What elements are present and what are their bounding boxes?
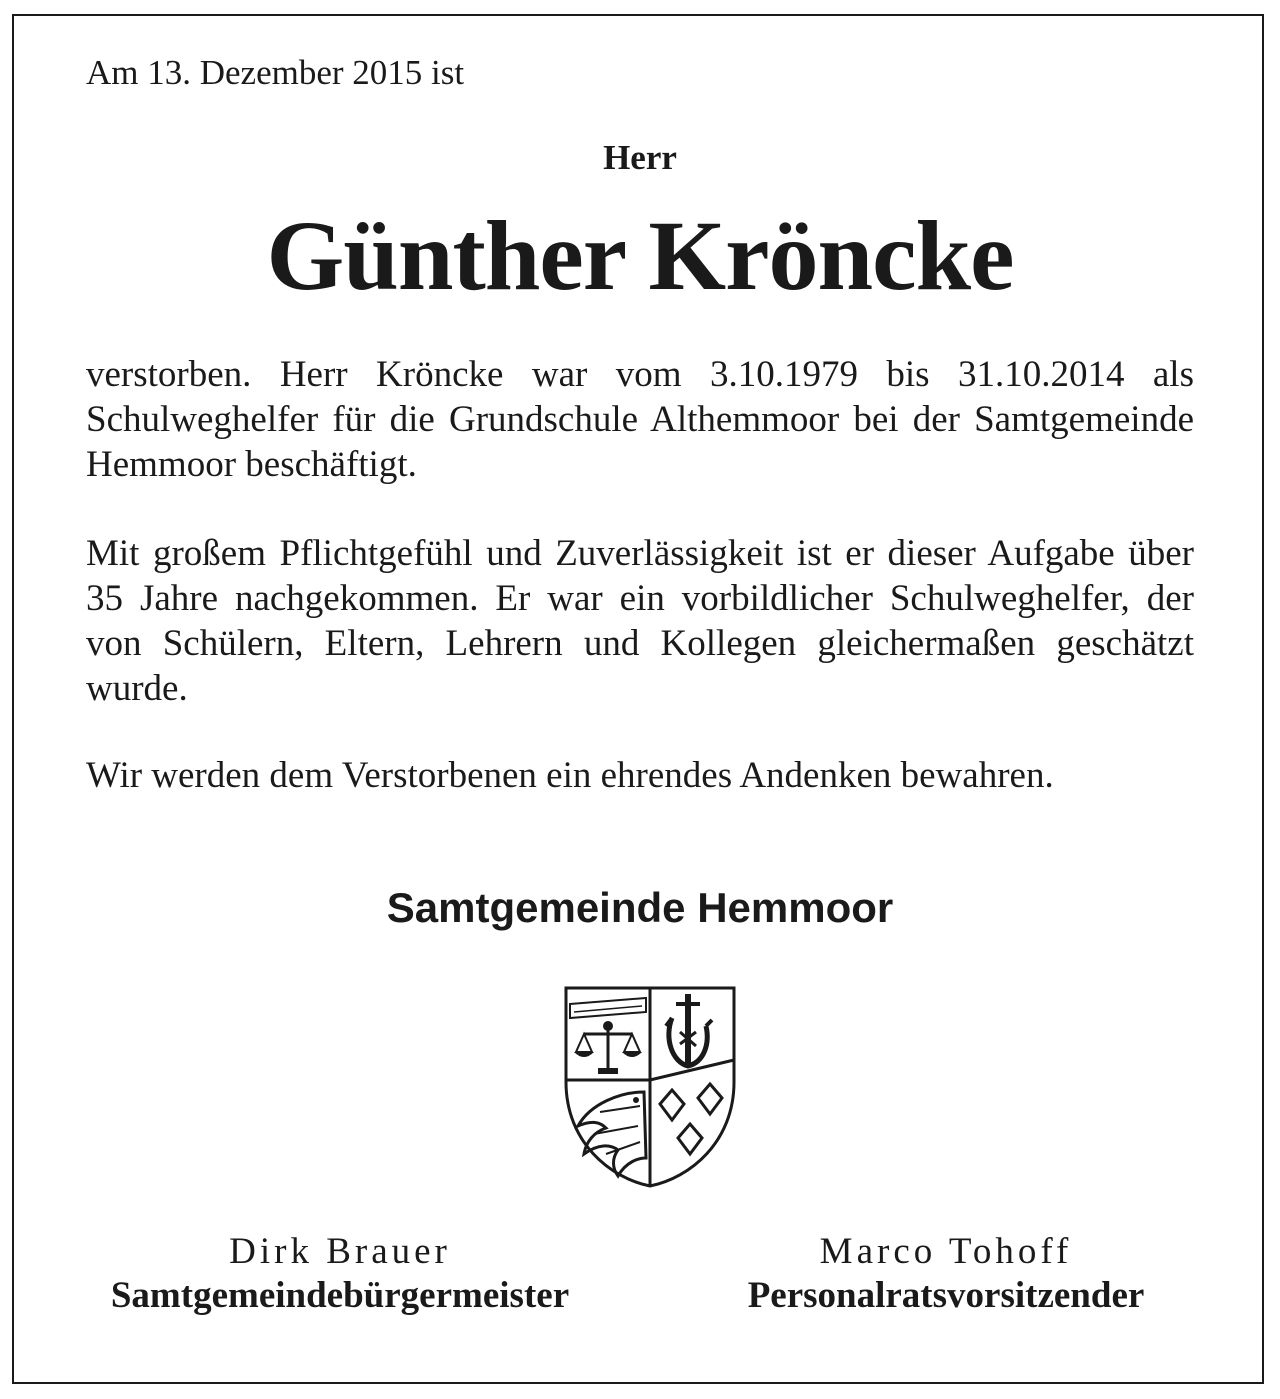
signatory-name: Dirk Brauer	[229, 1231, 451, 1272]
signatory-right	[666, 1230, 1226, 1318]
coat-of-arms-icon	[560, 982, 740, 1190]
paragraph-employment: verstorben. Herr Kröncke war vom 3.10.1979 bis 31.10.2014 als Schulweghelfer für die Grundschule Althemmoor bei der Samtgemeinde Hemmoor beschäftigt.	[86, 354, 1194, 485]
intro-line: Am 13. Dezember 2015 ist	[86, 53, 465, 92]
signatory-name: Marco Tohoff	[819, 1231, 1073, 1272]
organization-name: Samtgemeinde Hemmoor	[386, 884, 894, 931]
paragraph-tribute: Mit großem Pflichtgefühl und Zuverlässigkeit ist er dieser Aufgabe über 35 Jahre nachgekommen. Er war ein vorbildlicher Schulweghelfer, der von Schülern, Eltern, Lehrern und Kollegen gleichermaßen geschätzt wurde.	[86, 533, 1194, 709]
signatory-title: Samtgemeindebürgermeister	[110, 1275, 570, 1316]
signatory-left	[60, 1230, 620, 1318]
salutation: Herr	[603, 138, 677, 177]
deceased-name: Günther Kröncke	[266, 200, 1014, 311]
signatory-title: Personalratsvorsitzender	[747, 1275, 1145, 1316]
paragraph-remembrance: Wir werden dem Verstorbenen ein ehrendes Andenken bewahren.	[86, 755, 1054, 796]
